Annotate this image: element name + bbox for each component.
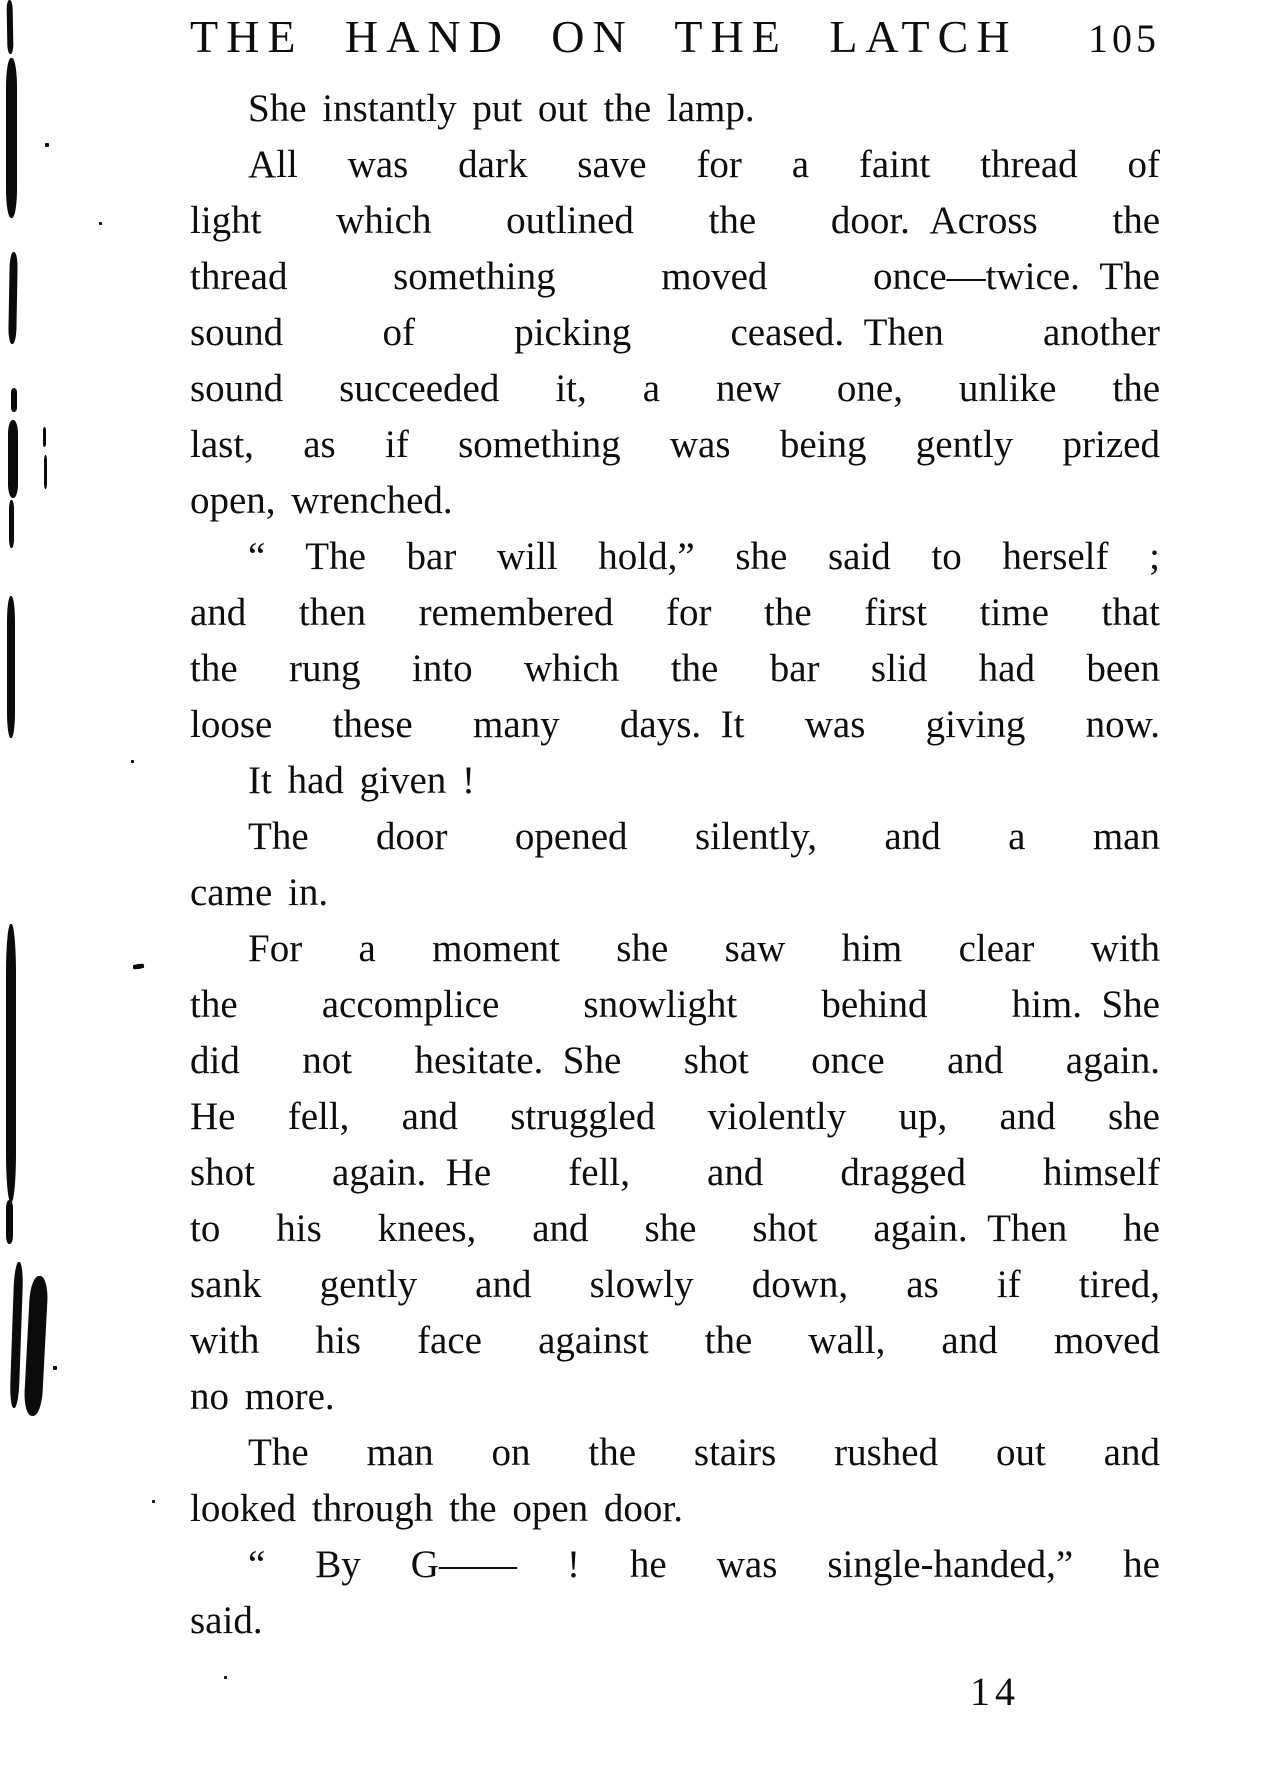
running-header bbox=[190, 10, 1160, 63]
text-line: He fell, and struggled violently up, and she bbox=[190, 1095, 1160, 1138]
ink-smudge bbox=[131, 760, 134, 763]
signature-mark: 14 bbox=[970, 1669, 1020, 1714]
ink-smudge bbox=[6, 1200, 13, 1244]
text-line: The door opened silently, and a man bbox=[248, 815, 1160, 858]
text-line: said. bbox=[190, 1599, 263, 1642]
text-line: thread something moved once—twice. The bbox=[190, 255, 1160, 298]
ink-smudge bbox=[6, 924, 16, 1202]
text-line: loose these many days. It was giving now. bbox=[190, 703, 1160, 746]
ink-smudge bbox=[99, 222, 102, 225]
text-line: with his face against the wall, and moved bbox=[190, 1319, 1160, 1362]
text-line: no more. bbox=[190, 1375, 335, 1418]
ink-smudge bbox=[9, 1262, 23, 1408]
text-line: The man on the stairs rushed out and bbox=[248, 1431, 1160, 1474]
ink-smudge bbox=[9, 500, 14, 548]
text-line: She instantly put out the lamp. bbox=[248, 87, 755, 130]
text-line: light which outlined the door. Across the bbox=[190, 199, 1160, 242]
running-title: THE HAND ON THE LATCH bbox=[190, 11, 1018, 62]
ink-smudge bbox=[133, 963, 145, 969]
ink-smudge bbox=[7, 596, 15, 738]
text-line: last, as if something was being gently prized bbox=[190, 423, 1160, 466]
text-line: looked through the open door. bbox=[190, 1487, 684, 1530]
text-line: sank gently and slowly down, as if tired, bbox=[190, 1263, 1160, 1306]
ink-smudge bbox=[6, 58, 17, 218]
text-line: “ The bar will hold,” she said to herself ; bbox=[248, 535, 1160, 578]
text-line: and then remembered for the first time that bbox=[190, 591, 1160, 634]
text-line: It had given ! bbox=[248, 759, 476, 802]
ink-smudge bbox=[53, 1366, 57, 1370]
text-line: the accomplice snowlight behind him. She bbox=[190, 983, 1160, 1026]
ink-smudge bbox=[8, 420, 18, 498]
text-line: For a moment she saw him clear with bbox=[248, 927, 1160, 970]
body-text-block bbox=[190, 81, 1160, 1649]
text-line: did not hesitate. She shot once and again. bbox=[190, 1039, 1160, 1082]
text-line: to his knees, and she shot again. Then he bbox=[190, 1207, 1160, 1250]
ink-smudge bbox=[224, 1676, 227, 1679]
text-line: open, wrenched. bbox=[190, 479, 453, 522]
text-line: sound of picking ceased. Then another bbox=[190, 311, 1160, 354]
ink-smudge bbox=[44, 455, 47, 489]
text-line: All was dark save for a faint thread of bbox=[248, 143, 1160, 186]
text-line: sound succeeded it, a new one, unlike the bbox=[190, 367, 1160, 410]
text-line: “ By G—— ! he was single-handed,” he bbox=[248, 1543, 1160, 1586]
ink-smudge bbox=[45, 143, 49, 147]
ink-smudge bbox=[23, 1276, 48, 1417]
page-number: 105 bbox=[1088, 16, 1160, 61]
text-line: the rung into which the bar slid had been bbox=[190, 647, 1160, 690]
text-line: shot again. He fell, and dragged himself bbox=[190, 1151, 1160, 1194]
ink-smudge bbox=[152, 1500, 155, 1503]
text-line: came in. bbox=[190, 871, 329, 914]
ink-smudge bbox=[43, 427, 46, 447]
ink-smudge bbox=[7, 0, 14, 54]
ink-smudge bbox=[8, 252, 18, 344]
ink-smudge bbox=[11, 388, 17, 412]
